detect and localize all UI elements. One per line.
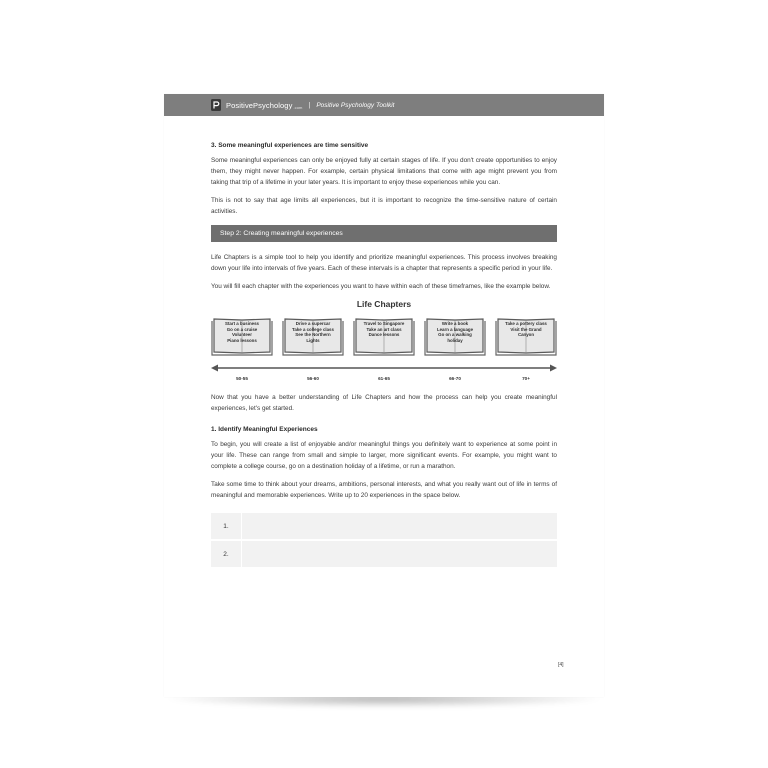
chapter-experiences: Write a book Learn a language Go on a walking holiday <box>436 321 474 343</box>
chapter-experiences: Take a pottery class Visit the Grand Canyon <box>505 321 547 338</box>
chapter-book <box>495 317 557 357</box>
life-chapters-books <box>211 317 557 361</box>
after-chart-paragraph: Now that you have a better understanding of Life Chapters and how the process can help you create meaningful experiences, let's get started. <box>211 394 557 412</box>
age-range-label: 70+ <box>522 376 530 381</box>
chapter-book <box>211 317 273 357</box>
brand-name: PositivePsychology.com <box>226 100 303 110</box>
life-chapters-title: Life Chapters <box>356 299 412 309</box>
chapter-experiences: Travel to Singapore Take an art class Dance lessons <box>363 321 405 338</box>
list-item-number: 2. <box>211 541 242 567</box>
section1-heading: 1. Identify Meaningful Experiences <box>211 426 318 433</box>
age-range-label: 50-55 <box>236 376 248 381</box>
brand-logo-icon <box>211 99 221 111</box>
experience-entry-field[interactable] <box>242 513 557 539</box>
chapter-book <box>353 317 415 357</box>
document-page <box>164 94 604 697</box>
experience-entry-field[interactable] <box>242 541 557 567</box>
list-item <box>211 513 557 539</box>
experience-list <box>211 513 557 567</box>
page-number: [4] <box>558 662 564 668</box>
chapter-experiences: Drive a supercar Take a college class See the Northern Lights <box>292 321 334 343</box>
step2-banner: Step 2: Creating meaningful experiences <box>211 225 557 242</box>
chapter-experiences: Start a business Go on a cruise Volunteer Piano lessons <box>225 321 259 343</box>
age-range-label: 66-70 <box>449 376 461 381</box>
step2-paragraph-1: Life Chapters is a simple tool to help you identify and prioritize meaningful experiences. This process involves breaking down your life into intervals of five years. Each of these intervals is a chapter that represents a specific period in your life. <box>211 254 557 272</box>
section3-heading: 3. Some meaningful experiences are time sensitive <box>211 142 369 149</box>
section1-paragraph-2: Take some time to think about your dreams, ambitions, personal interests, and what you really want out of life in terms of meaningful and memorable experiences. Write up to 20 experiences in the space below. <box>211 481 557 499</box>
age-range-label: 56-60 <box>307 376 319 381</box>
section1-paragraph-1: To begin, you will create a list of enjoyable and/or meaningful things you definitely want to experience at some point in your life. These can range from small and simple to larger, more significant events. For example, you might want to complete a college course, go on a destination holiday of a lifetime, or run a marathon. <box>211 441 557 470</box>
age-range-label: 61-65 <box>378 376 390 381</box>
step2-paragraph-2: You will fill each chapter with the experiences you want to have within each of these timeframes, like the example below. <box>211 283 551 290</box>
section3-paragraph-2: This is not to say that age limits all experiences, but it is important to recognize the time-sensitive nature of certain activities. <box>211 197 557 215</box>
chapter-book <box>282 317 344 357</box>
header-separator: | <box>308 101 311 109</box>
list-item <box>211 541 557 567</box>
chapter-book <box>424 317 486 357</box>
brand-suffix: .com <box>293 104 303 110</box>
page-header <box>164 94 604 116</box>
life-chapters-timeline <box>211 362 557 384</box>
header-title: Positive Psychology Toolkit <box>316 101 395 109</box>
section3-paragraph-1: Some meaningful experiences can only be enjoyed fully at certain stages of life. If you don't create opportunities to enjoy them, they might never happen. For example, certain physical limitations that come with age might prevent you from taking that trip of a lifetime in your later years. It is important to enjoy these experiences while you can. <box>211 157 557 186</box>
list-item-number: 1. <box>211 513 242 539</box>
page-content <box>211 142 557 569</box>
